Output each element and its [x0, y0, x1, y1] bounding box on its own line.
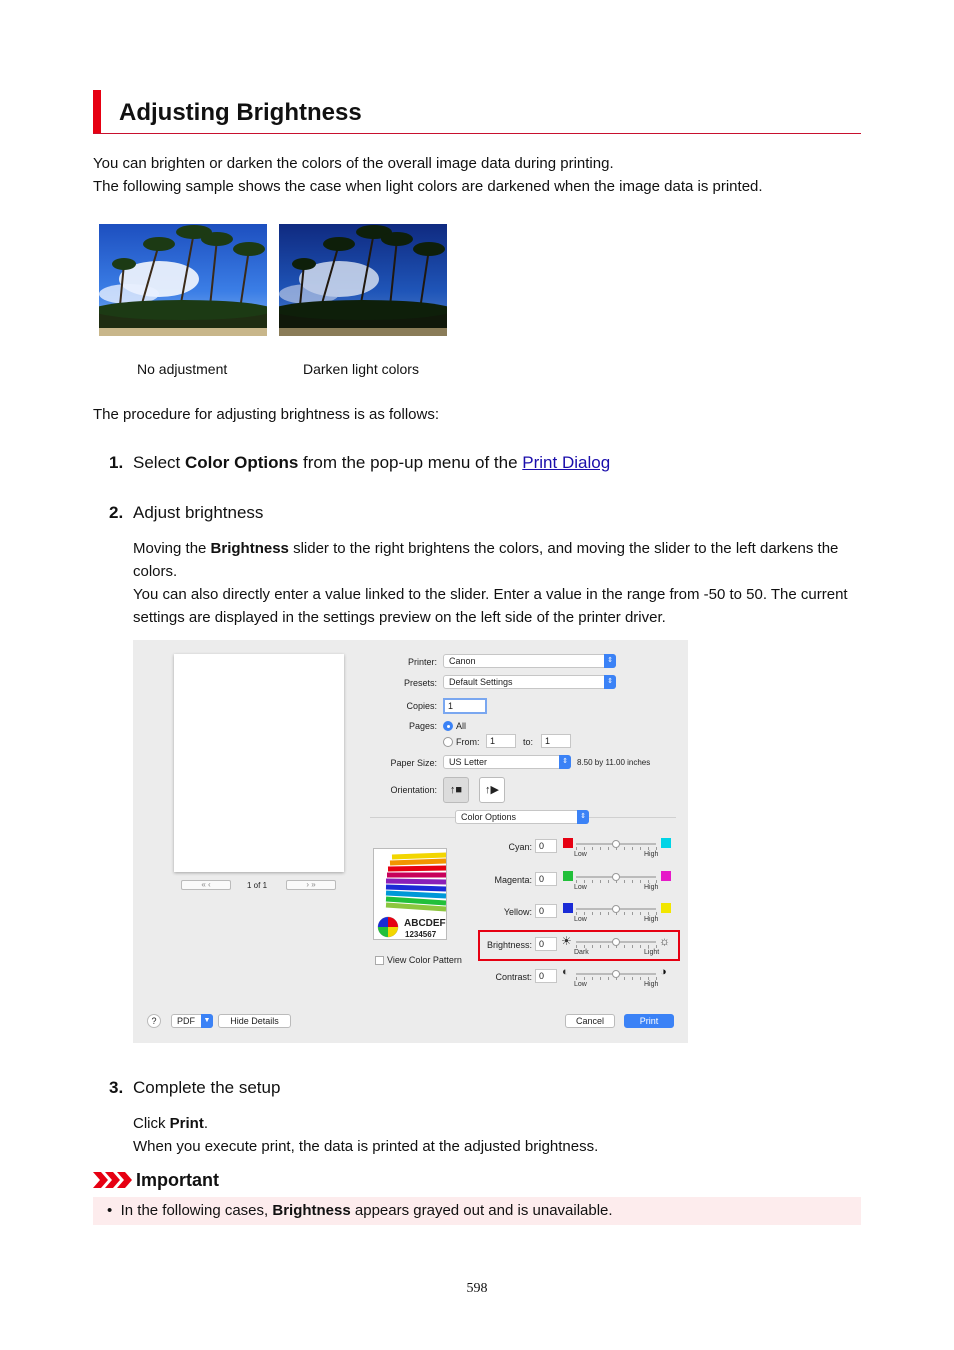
slider-tick	[608, 912, 609, 915]
chevron-updown-icon: ⇕	[559, 755, 571, 769]
intro-line-2: The following sample shows the case when light colors are darkened when the image data is printed.	[93, 178, 763, 195]
slider-label: Yellow:	[503, 907, 532, 917]
page-title: Adjusting Brightness	[119, 99, 362, 126]
landscape-orientation-icon[interactable]: ↑▶	[479, 777, 505, 803]
slider-tick	[608, 977, 609, 980]
step-3-text: Complete the setup	[133, 1078, 281, 1097]
step-1-mid: from the pop-up menu of the	[298, 453, 523, 472]
slider-tick	[640, 912, 641, 915]
panel-popup[interactable]	[455, 810, 589, 824]
sample-image-no-adjustment	[99, 224, 267, 336]
next-last-page-buttons[interactable]: › »	[286, 880, 336, 890]
pdf-label: PDF	[177, 1016, 195, 1026]
slider-tick	[624, 847, 625, 850]
sample-image-darkened	[279, 224, 447, 336]
slider-tick	[600, 977, 601, 980]
panel-popup-value: Color Options	[461, 812, 517, 822]
slider-label: Contrast:	[495, 972, 532, 982]
slider-tick	[600, 847, 601, 850]
step-2-para-1	[133, 537, 863, 583]
slider-tick	[608, 880, 609, 883]
paper-size-popup[interactable]	[443, 755, 571, 769]
paper-dimensions: 8.50 by 11.00 inches	[577, 758, 651, 767]
first-prev-page-buttons[interactable]: « ‹	[181, 880, 231, 890]
slider-low-label: Low	[574, 916, 587, 923]
step-number: 1.	[109, 453, 124, 472]
cancel-button[interactable]: Cancel	[565, 1014, 615, 1028]
slider-label: Cyan:	[508, 842, 532, 852]
step-3-para-1-post: .	[203, 1115, 209, 1132]
slider-tick	[584, 847, 585, 850]
slider-tick	[592, 880, 593, 883]
pdf-button[interactable]	[171, 1014, 213, 1028]
slider-tick	[584, 912, 585, 915]
step-3-para-1	[133, 1112, 863, 1135]
printer-value: Canon	[449, 656, 476, 666]
slider-high-label: High	[644, 916, 659, 923]
slider-knob[interactable]	[612, 873, 620, 881]
step-1-text	[133, 453, 610, 473]
slider-value-input[interactable]: 0	[535, 872, 557, 886]
slider-label: Magenta:	[494, 875, 532, 885]
view-color-pattern-label: View Color Pattern	[387, 955, 462, 965]
presets-popup[interactable]	[443, 675, 616, 689]
slider-value-input[interactable]: 0	[535, 969, 557, 983]
slider-tick	[592, 977, 593, 980]
color-settings-preview	[373, 848, 447, 940]
step-2-para-1-bold: Brightness	[210, 540, 289, 557]
paper-size-label: Paper Size:	[390, 758, 437, 768]
step-2-para-1-post: slider to the right brightens the colors, and moving the slider to the left darkens the colors.	[133, 540, 839, 580]
slider-tick	[656, 880, 657, 883]
chevron-updown-icon: ⇕	[577, 810, 589, 824]
from-input[interactable]: 1	[486, 734, 516, 748]
important-title: Important	[136, 1170, 219, 1190]
low-color-swatch	[563, 903, 573, 913]
high-color-swatch	[661, 871, 671, 881]
slider-tick	[632, 912, 633, 915]
sample-text-digits: 1234567	[405, 930, 437, 939]
slider-tick	[640, 977, 641, 980]
slider-tick	[576, 912, 577, 915]
high-color-swatch	[661, 903, 671, 913]
slider-tick	[608, 847, 609, 850]
brightness-highlight-box	[478, 930, 680, 961]
printer-label: Printer:	[407, 657, 437, 667]
slider-value-input[interactable]: 0	[535, 839, 557, 853]
step-number: 2.	[109, 503, 124, 522]
slider-tick	[584, 977, 585, 980]
chevron-down-icon: ▼	[201, 1014, 213, 1028]
procedure-intro: The procedure for adjusting brightness is as follows:	[93, 406, 440, 423]
slider-low-label: Low	[574, 851, 587, 858]
slider-knob[interactable]	[612, 840, 620, 848]
sun-light-icon: ☼	[659, 934, 670, 948]
step-2-para-1-pre: Moving the	[133, 540, 211, 557]
orientation-label: Orientation:	[390, 785, 437, 795]
important-post: appears grayed out and is unavailable.	[350, 1202, 613, 1219]
slider-label: Brightness:	[486, 940, 532, 950]
important-arrows-icon	[93, 1172, 133, 1188]
low-color-swatch	[563, 871, 573, 881]
step-1-bold: Color Options	[184, 453, 299, 472]
slider-tick	[592, 912, 593, 915]
slider-high-label: High	[644, 981, 659, 988]
contrast-low-icon: ◐	[562, 966, 569, 978]
step-3-para-1-bold: Print	[169, 1115, 204, 1132]
slider-tick	[624, 912, 625, 915]
pages-label: Pages:	[408, 721, 437, 731]
slider-tick	[640, 880, 641, 883]
slider-tick	[656, 912, 657, 915]
chevron-updown-icon: ⇕	[604, 654, 616, 668]
help-button[interactable]: ?	[147, 1014, 161, 1028]
slider-knob[interactable]	[612, 970, 620, 978]
print-dialog-link[interactable]: Print Dialog	[522, 453, 611, 472]
heading-accent-bar	[93, 90, 101, 133]
presets-label: Presets:	[403, 678, 437, 688]
bullet: •	[107, 1202, 121, 1219]
sample-caption: No adjustment	[137, 361, 228, 377]
slider-value-input[interactable]: 0	[535, 937, 557, 951]
slider-tick	[600, 880, 601, 883]
step-3-para-2: When you execute print, the data is printed at the adjusted brightness.	[133, 1138, 599, 1155]
sample-caption: Darken light colors	[303, 361, 419, 377]
step-2-text: Adjust brightness	[133, 503, 264, 522]
slider-tick	[648, 977, 649, 980]
slider-low-label: Low	[574, 884, 587, 891]
sun-dark-icon: ☀	[561, 934, 572, 948]
pages-all-radio[interactable]	[443, 721, 453, 731]
slider-high-label: High	[644, 851, 659, 858]
page-counter: 1 of 1	[247, 881, 268, 890]
step-1-pre: Select	[133, 453, 185, 472]
slider-tick	[624, 880, 625, 883]
high-color-swatch	[661, 838, 671, 848]
slider-tick	[632, 847, 633, 850]
print-dialog	[133, 640, 688, 1043]
copies-label: Copies:	[406, 701, 437, 711]
section-heading	[93, 90, 861, 134]
presets-value: Default Settings	[449, 677, 513, 687]
slider-tick	[592, 847, 593, 850]
to-input[interactable]: 1	[541, 734, 571, 748]
slider-tick	[632, 977, 633, 980]
slider-tick	[656, 847, 657, 850]
slider-low-label: Low	[574, 981, 587, 988]
slider-tick	[584, 880, 585, 883]
slider-tick	[576, 880, 577, 883]
slider-high-label: Light	[644, 949, 660, 956]
important-pre: In the following cases,	[120, 1202, 273, 1219]
slider-tick	[624, 977, 625, 980]
chevron-updown-icon: ⇕	[604, 675, 616, 689]
print-preview-page	[174, 654, 344, 872]
slider-tick	[648, 847, 649, 850]
step-number: 3.	[109, 1078, 124, 1097]
step-3-body	[133, 1112, 863, 1158]
slider-tick	[576, 977, 577, 980]
sample-text-letters: ABCDEF	[404, 918, 446, 929]
view-color-pattern-checkbox[interactable]	[375, 956, 384, 965]
slider-tick	[640, 847, 641, 850]
intro-paragraph	[93, 152, 863, 198]
slider-high-label: High	[644, 884, 659, 891]
important-bold: Brightness	[272, 1202, 351, 1219]
intro-line-1: You can brighten or darken the colors of the overall image data during printing.	[93, 155, 614, 172]
slider-tick	[648, 880, 649, 883]
paper-size-value: US Letter	[449, 757, 488, 767]
slider-tick	[656, 977, 657, 980]
pages-all-label: All	[456, 721, 467, 731]
slider-tick	[632, 880, 633, 883]
hide-details-button[interactable]: Hide Details	[218, 1014, 291, 1028]
printer-popup[interactable]	[443, 654, 616, 668]
copies-input[interactable]: 1	[443, 698, 487, 714]
to-label: to:	[523, 737, 534, 747]
slider-tick	[600, 912, 601, 915]
low-color-swatch	[563, 838, 573, 848]
slider-tick	[648, 912, 649, 915]
pages-from-label: From:	[456, 737, 480, 747]
contrast-high-icon: ◑	[660, 966, 667, 978]
step-3-para-1-pre: Click	[133, 1115, 170, 1132]
important-note	[93, 1197, 861, 1225]
pages-from-radio[interactable]	[443, 737, 453, 747]
slider-tick	[576, 847, 577, 850]
page-number: 598	[466, 1281, 488, 1296]
slider-value-input[interactable]: 0	[535, 904, 557, 918]
portrait-orientation-icon[interactable]: ↑■	[443, 777, 469, 803]
step-2-body	[133, 537, 863, 629]
slider-knob[interactable]	[612, 905, 620, 913]
step-2-para-2: You can also directly enter a value linked to the slider. Enter a value in the range from -50 to 50. The current settings are displayed in the settings preview on the left side of the printer driver.	[133, 586, 848, 626]
print-button[interactable]: Print	[624, 1014, 674, 1028]
slider-low-label: Dark	[574, 949, 589, 956]
